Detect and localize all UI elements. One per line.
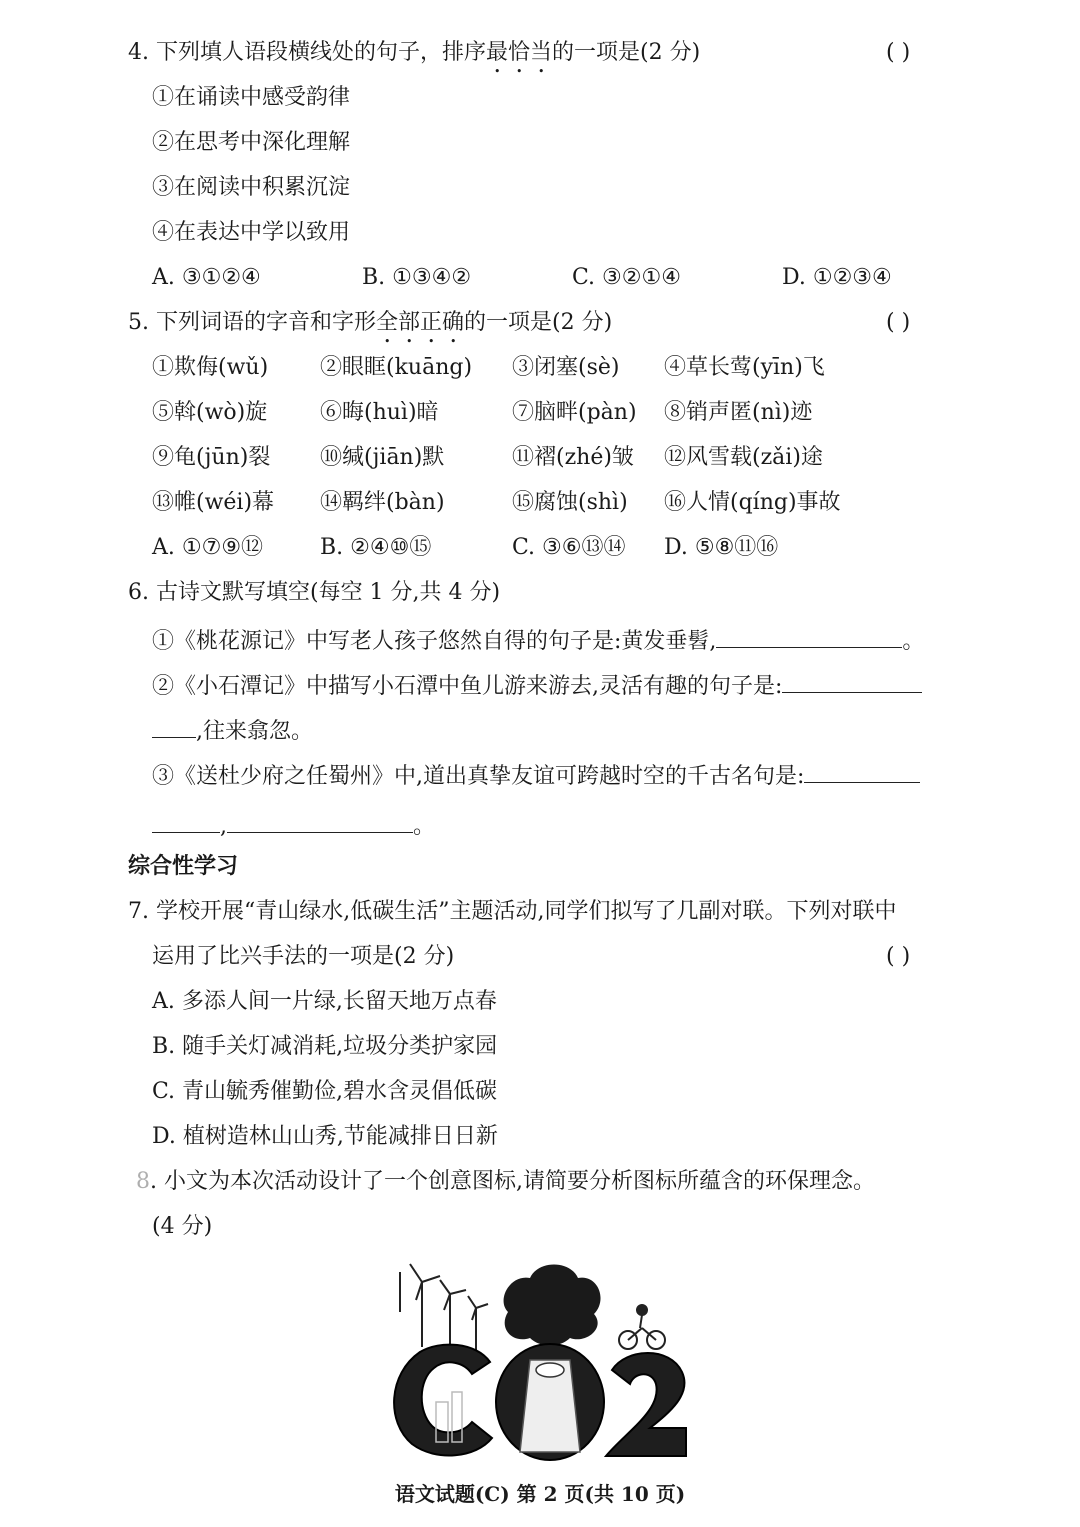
co2-logo-image [380, 1252, 700, 1462]
letter-c-shape [394, 1345, 492, 1456]
q5-option-d[interactable]: D. ⑤⑧⑪⑯ [664, 535, 779, 560]
q4-sentence-1: ①在诵读中感受韵律 [152, 85, 351, 110]
handshake-icon [536, 1363, 564, 1377]
q6-blank-1[interactable] [716, 625, 902, 648]
q5-item: ⑭羁绊(bàn) [320, 490, 445, 515]
q6-blank-3[interactable] [804, 760, 920, 783]
q7-option-c[interactable]: C. 青山毓秀催勤俭,碧水含灵倡低碳 [152, 1079, 498, 1104]
wind-turbine-icon [400, 1264, 488, 1350]
q7-stem: 7. 学校开展“青山绿水,低碳生活”主题活动,同学们拟写了几副对联。下列对联中 [128, 899, 897, 924]
q5-item: ⑦脑畔(pàn) [512, 400, 637, 425]
q5-item: ⑩缄(jiān)默 [320, 445, 445, 470]
q5-item: ⑤斡(wò)旋 [152, 400, 268, 425]
cyclist-icon [619, 1305, 665, 1349]
logo-text: CO2 [380, 1252, 383, 1253]
q8-stem: 8. 小文为本次活动设计了一个创意图标,请简要分析图标所蕴含的环保理念。 [136, 1169, 875, 1194]
q4-option-a[interactable]: A. ③①②④ [152, 265, 261, 290]
page-footer: 语文试题(C) 第 2 页(共 10 页) [394, 1482, 686, 1506]
numeral-2-shape [606, 1353, 686, 1456]
q4-option-b[interactable]: B. ①③④② [362, 265, 472, 290]
q4-sentence-4: ④在表达中学以致用 [152, 220, 351, 245]
section-title: 综合性学习 [128, 854, 239, 879]
tree-canopy-icon [504, 1265, 601, 1346]
q7-stem-cont: 运用了比兴手法的一项是(2 分) [152, 944, 455, 969]
q4-answer-paren[interactable]: ( ) [886, 40, 911, 65]
q5-item: ⑧销声匿(nì)迹 [664, 400, 813, 425]
co2-logo-svg [380, 1252, 700, 1462]
q6-line-3: ③《送杜少府之任蜀州》中,道出真挚友谊可跨越时空的千古名句是: [152, 760, 920, 792]
q5-option-b[interactable]: B. ②④⑩⑮ [320, 535, 432, 560]
q7-option-d[interactable]: D. 植树造林山山秀,节能减排日日新 [152, 1124, 498, 1149]
q4-stem: 4. 下列填人语段横线处的句子，排序最恰当的一项是(2 分) [128, 40, 701, 65]
q6-line-2b: ,往来翕忽。 [152, 715, 313, 747]
q5-item: ⑫风雪载(zǎi)途 [664, 445, 823, 470]
q5-item: ④草长莺(yīn)飞 [664, 355, 825, 380]
q6-line-2: ②《小石潭记》中描写小石潭中鱼儿游来游去,灵活有趣的句子是: [152, 670, 922, 702]
q6-blank-2[interactable] [782, 670, 922, 693]
q6-line-3b: , 。 [152, 810, 435, 842]
q6-blank-3-cont[interactable] [152, 810, 220, 833]
q6-stem: 6. 古诗文默写填空(每空 1 分,共 4 分) [128, 580, 501, 605]
q5-item: ⑥晦(huì)暗 [320, 400, 439, 425]
q7-option-a[interactable]: A. 多添人间一片绿,长留天地万点春 [152, 989, 497, 1014]
q5-item: ⑮腐蚀(shì) [512, 490, 628, 515]
q5-stem: 5. 下列词语的字音和字形全部正确的一项是(2 分) [128, 310, 613, 335]
q4-option-d[interactable]: D. ①②③④ [782, 265, 892, 290]
q6-line-1: ①《桃花源记》中写老人孩子悠然自得的句子是:黄发垂髫, 。 [152, 625, 924, 657]
q5-item: ③闭塞(sè) [512, 355, 620, 380]
q6-blank-2-cont[interactable] [152, 715, 196, 738]
q6-blank-4[interactable] [227, 810, 413, 833]
q4-sentence-3: ③在阅读中积累沉淀 [152, 175, 351, 200]
q5-answer-paren[interactable]: ( ) [886, 310, 911, 335]
q7-answer-paren[interactable]: ( ) [886, 944, 911, 969]
q5-item: ②眼眶(kuāng) [320, 355, 473, 380]
q8-score: (4 分) [152, 1214, 213, 1239]
q5-item: ⑬帷(wéi)幕 [152, 490, 275, 515]
q5-item: ⑨龟(jūn)裂 [152, 445, 271, 470]
q4-sentence-2: ②在思考中深化理解 [152, 130, 351, 155]
q5-item: ⑪褶(zhé)皱 [512, 445, 634, 470]
q5-item: ①欺侮(wǔ) [152, 355, 269, 380]
q4-option-c[interactable]: C. ③②①④ [572, 265, 681, 290]
q5-option-c[interactable]: C. ③⑥⑬⑭ [512, 535, 626, 560]
q5-item: ⑯人情(qíng)事故 [664, 490, 841, 515]
q5-option-a[interactable]: A. ①⑦⑨⑫ [152, 535, 264, 560]
q7-option-b[interactable]: B. 随手关灯减消耗,垃圾分类护家园 [152, 1034, 498, 1059]
